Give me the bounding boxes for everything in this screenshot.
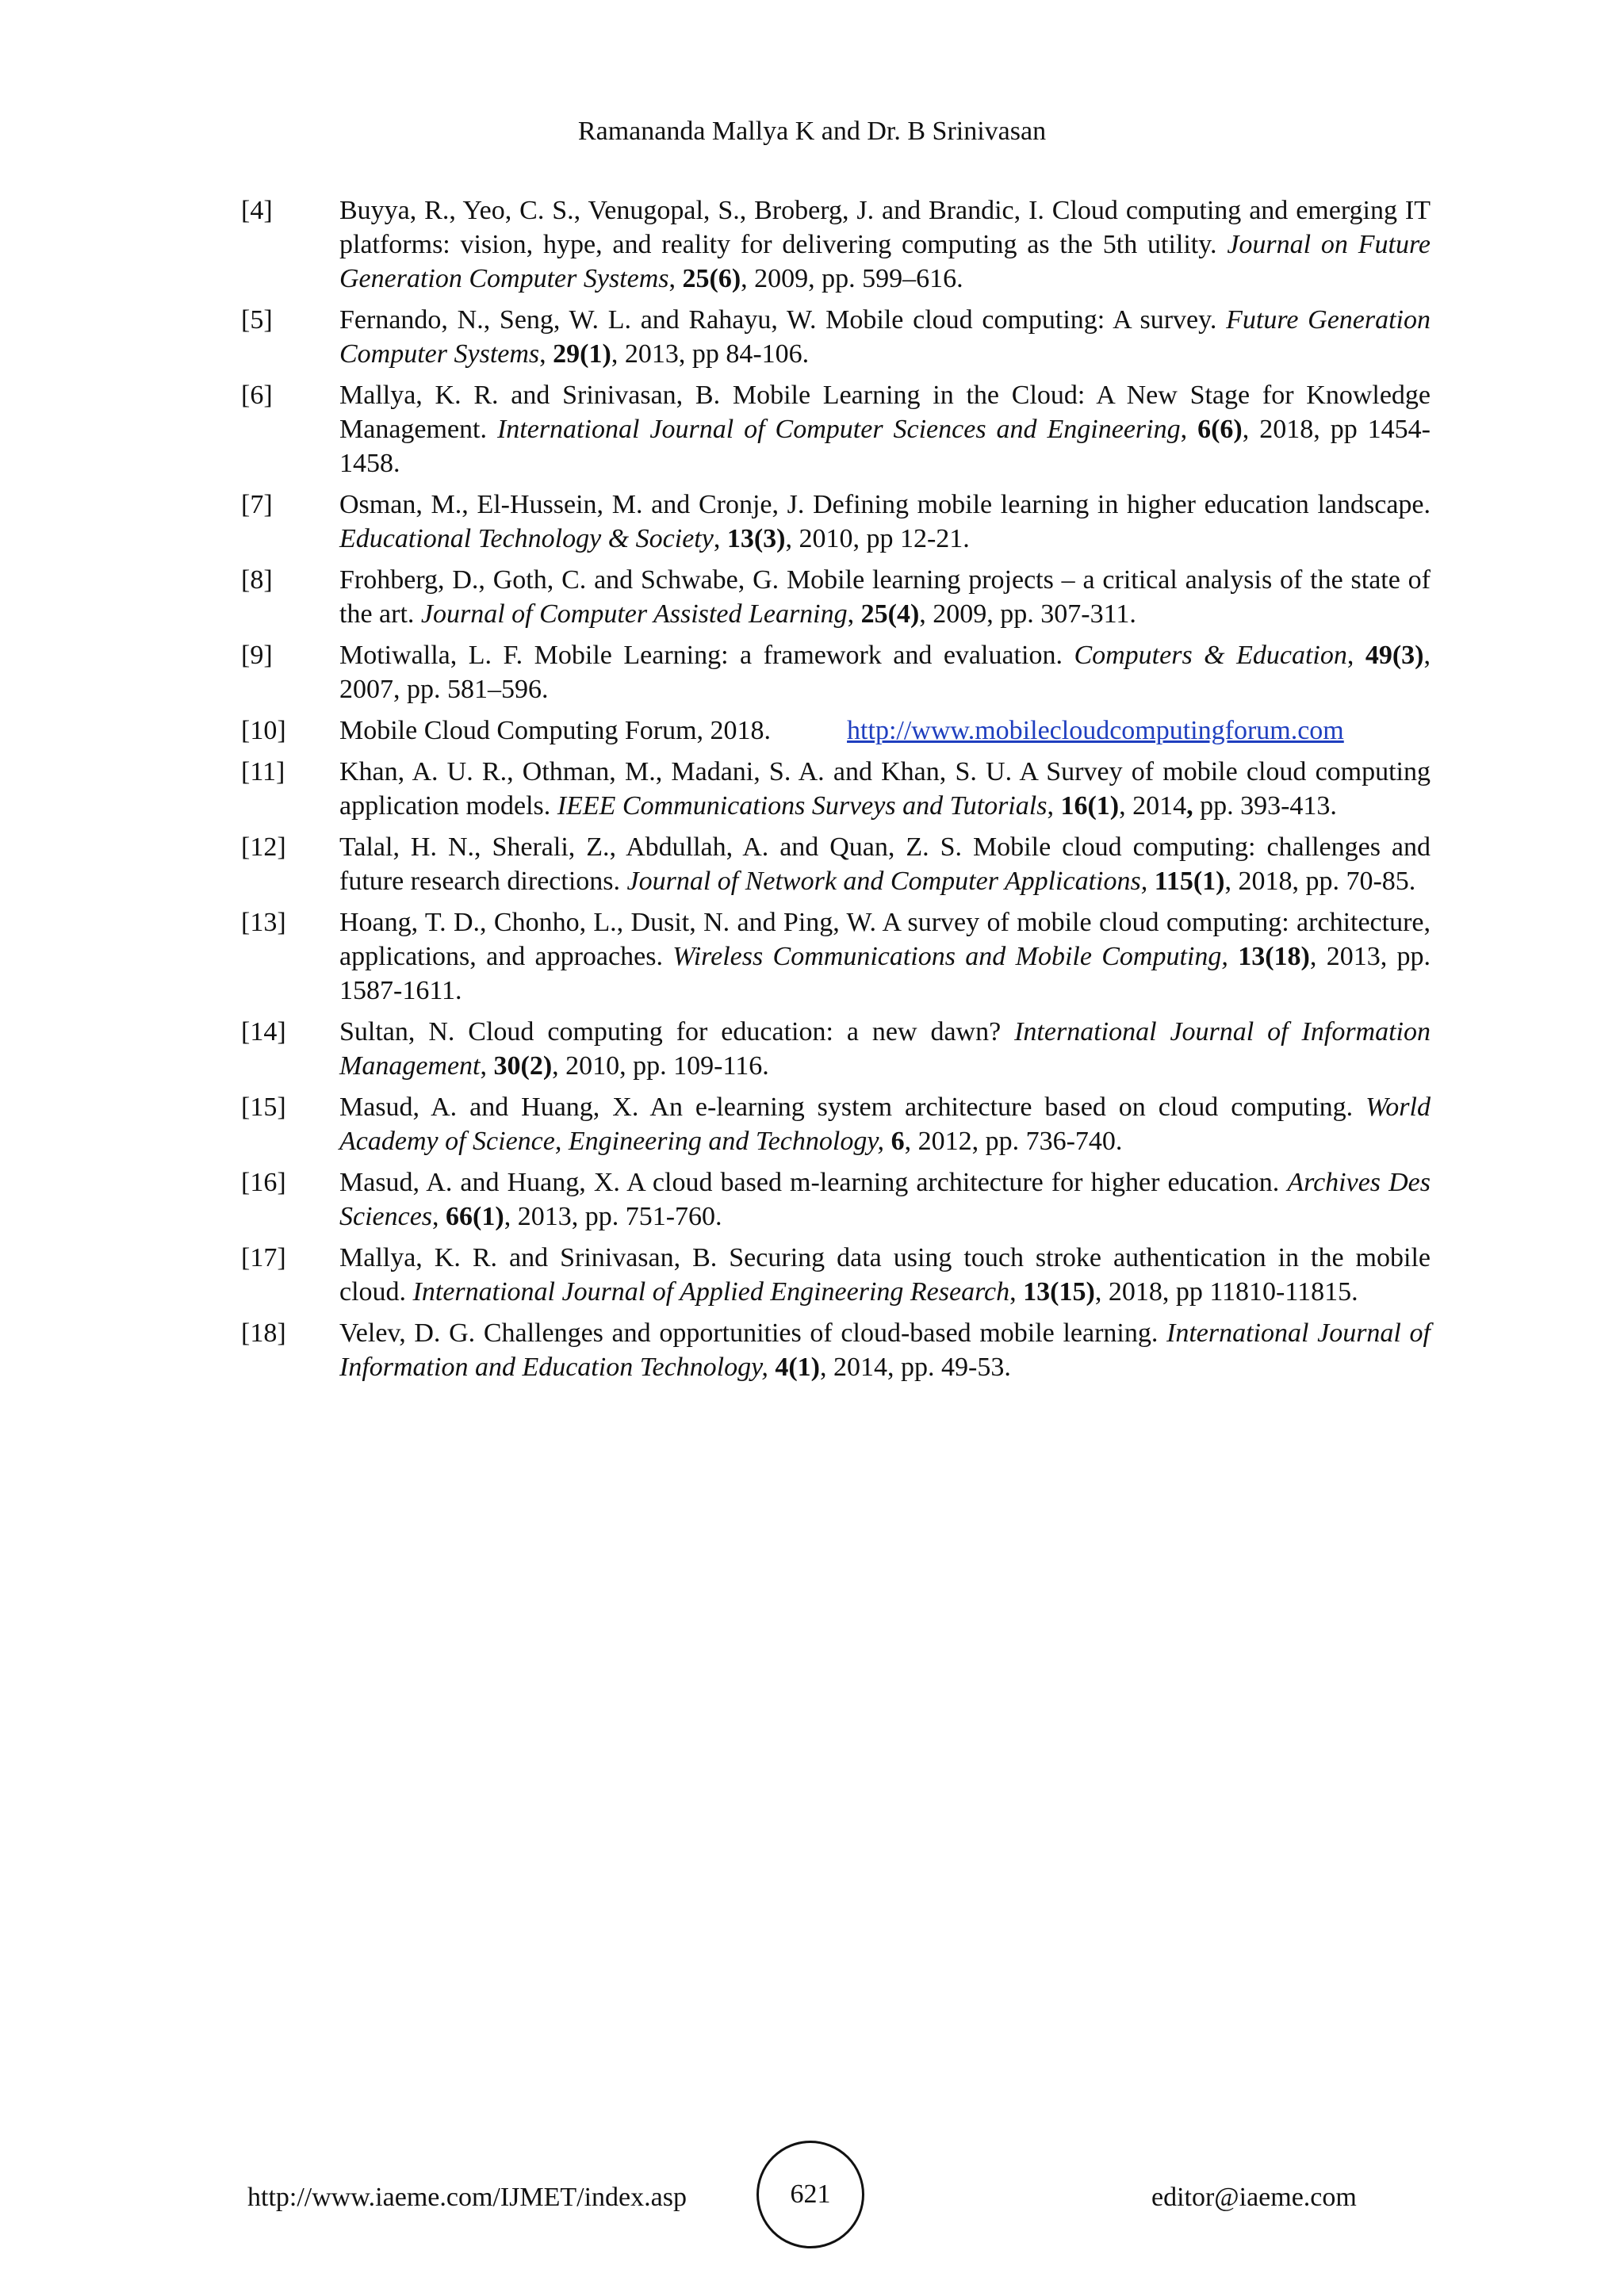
reference-text-segment bbox=[1147, 867, 1155, 896]
volume-issue: 25(4) bbox=[860, 599, 920, 629]
reference-number: [4] bbox=[241, 196, 273, 225]
reference-text-segment: , 2014 bbox=[1119, 791, 1187, 821]
reference-text bbox=[339, 563, 1431, 631]
reference-text-segment: Osman, M., El-Hussein, M. and Cronje, J. Defining mobile learning in higher education landscape. bbox=[339, 490, 1431, 519]
reference-text bbox=[339, 638, 1431, 706]
reference-number: [10] bbox=[241, 716, 286, 745]
volume-issue: 6(6) bbox=[1197, 415, 1243, 444]
reference-text bbox=[339, 1165, 1431, 1234]
volume-issue: 13(3) bbox=[726, 524, 786, 553]
reference-text-segment: , 2018, pp 11810-11815. bbox=[1094, 1277, 1358, 1307]
journal-title: Wireless Communications and Mobile Computing, bbox=[672, 942, 1228, 971]
reference-text bbox=[339, 1015, 1431, 1083]
volume-issue: 16(1) bbox=[1060, 791, 1120, 821]
reference-text-segment: , 2018, pp. 70-85. bbox=[1224, 867, 1416, 896]
reference-text-segment: , bbox=[1047, 791, 1061, 821]
reference-text-segment: Mallya, K. R. and Srinivasan, B. Securing data using touch stroke authentication in the mobile cloud. bbox=[339, 1243, 1431, 1307]
reference-text-segment: , 2010, pp. 109-116. bbox=[552, 1051, 769, 1081]
volume-issue: 66(1) bbox=[446, 1202, 504, 1231]
reference-text-segment bbox=[884, 1127, 891, 1156]
reference-link[interactable]: http://www.mobilecloudcomputingforum.com bbox=[847, 716, 1344, 745]
reference-text bbox=[339, 303, 1431, 371]
reference-text bbox=[339, 1316, 1431, 1384]
page-number: 621 bbox=[790, 2179, 831, 2209]
reference-text-segment: , bbox=[847, 599, 861, 629]
volume-issue: , bbox=[1186, 791, 1193, 821]
reference-number: [15] bbox=[241, 1093, 286, 1122]
reference-number: [11] bbox=[241, 757, 285, 786]
reference-text-segment: , 2018, pp 1454-1458. bbox=[339, 415, 1431, 478]
footer-url-link[interactable]: http://www.iaeme.com/IJMET/index.asp bbox=[247, 2183, 687, 2212]
reference-text bbox=[339, 1090, 1431, 1158]
reference-list bbox=[241, 193, 1431, 1391]
journal-title: Computers & Education bbox=[1074, 641, 1347, 670]
reference-text-segment: Talal, H. N., Sherali, Z., Abdullah, A. and Quan, Z. S. Mobile cloud computing: challenges and future research directions. bbox=[339, 832, 1431, 896]
reference-item bbox=[241, 905, 1431, 1008]
reference-item bbox=[241, 1090, 1431, 1158]
reference-item bbox=[241, 193, 1431, 296]
reference-number: [5] bbox=[241, 305, 273, 335]
journal-title: Journal of Network and Computer Applications, bbox=[626, 867, 1148, 896]
page-number-circle bbox=[756, 2141, 864, 2248]
reference-text-segment: , bbox=[1009, 1277, 1024, 1307]
reference-text-segment: , 2013, pp 84-106. bbox=[611, 339, 810, 369]
reference-text-segment: , 2009, pp. 307-311. bbox=[919, 599, 1136, 629]
reference-text-segment: , 2013, pp. 1587-1611. bbox=[339, 942, 1431, 1005]
reference-text-segment: Hoang, T. D., Chonho, L., Dusit, N. and Ping, W. A survey of mobile cloud computing: architecture, applications, and approaches. bbox=[339, 908, 1431, 971]
reference-number: [8] bbox=[241, 565, 273, 595]
reference-text bbox=[339, 755, 1431, 823]
reference-text bbox=[339, 488, 1431, 556]
volume-issue: 6 bbox=[891, 1127, 905, 1156]
volume-issue: 115(1) bbox=[1154, 867, 1225, 896]
journal-title: Journal of Computer Assisted Learning bbox=[420, 599, 848, 629]
reference-number: [9] bbox=[241, 641, 273, 670]
reference-item bbox=[241, 378, 1431, 480]
reference-text-segment: , 2010, pp 12-21. bbox=[785, 524, 970, 553]
journal-title: Journal on Future Generation Computer Systems bbox=[339, 230, 1431, 293]
reference-item bbox=[241, 714, 1431, 748]
reference-text-segment: , bbox=[713, 524, 727, 553]
volume-issue: 49(3) bbox=[1365, 641, 1424, 670]
reference-text-segment: , 2009, pp. 599–616. bbox=[741, 264, 963, 293]
reference-text-segment: Frohberg, D., Goth, C. and Schwabe, G. Mobile learning projects – a critical analysis of the state of the art. bbox=[339, 565, 1431, 629]
journal-title: Future Generation Computer Systems bbox=[339, 305, 1431, 369]
journal-title: Educational Technology & Society bbox=[339, 524, 714, 553]
reference-text-segment: Sultan, N. Cloud computing for education: a new dawn? bbox=[339, 1017, 1015, 1047]
reference-text-segment: Buyya, R., Yeo, C. S., Venugopal, S., Broberg, J. and Brandic, I. Cloud computing and emerging IT platforms: vision, hype, and reality for delivering computing as the 5th utility. bbox=[339, 196, 1431, 259]
reference-number: [16] bbox=[241, 1168, 286, 1197]
reference-item bbox=[241, 1241, 1431, 1309]
reference-text-segment: pp. 393-413. bbox=[1193, 791, 1337, 821]
volume-issue: 13(18) bbox=[1238, 942, 1310, 971]
reference-text bbox=[339, 1241, 1431, 1309]
reference-number: [18] bbox=[241, 1318, 286, 1348]
reference-text-segment: Mallya, K. R. and Srinivasan, B. Mobile Learning in the Cloud: A New Stage for Knowledge Management. bbox=[339, 381, 1431, 444]
reference-item bbox=[241, 1015, 1431, 1083]
reference-text-segment: Fernando, N., Seng, W. L. and Rahayu, W. Mobile cloud computing: A survey. bbox=[339, 305, 1227, 335]
reference-text-segment: Motiwalla, L. F. Mobile Learning: a framework and evaluation. bbox=[339, 641, 1074, 670]
reference-text-segment: , bbox=[1180, 415, 1198, 444]
reference-item bbox=[241, 488, 1431, 556]
reference-text bbox=[339, 714, 1431, 748]
footer-email-link[interactable]: editor@iaeme.com bbox=[1151, 2183, 1357, 2212]
volume-issue: 4(1) bbox=[775, 1353, 820, 1382]
reference-number: [14] bbox=[241, 1017, 286, 1047]
reference-item bbox=[241, 1316, 1431, 1384]
reference-item bbox=[241, 563, 1431, 631]
journal-title: International Journal of Information Management bbox=[339, 1017, 1431, 1081]
journal-title: International Journal of Information and Education Technology, bbox=[339, 1318, 1431, 1382]
reference-text-segment: , bbox=[539, 339, 553, 369]
reference-item bbox=[241, 1165, 1431, 1234]
reference-number: [13] bbox=[241, 908, 286, 937]
volume-issue: 25(6) bbox=[682, 264, 741, 293]
reference-text-segment: , 2014, pp. 49-53. bbox=[820, 1353, 1011, 1382]
reference-text-segment: , 2013, pp. 751-760. bbox=[504, 1202, 722, 1231]
reference-text bbox=[339, 830, 1431, 898]
reference-text bbox=[339, 905, 1431, 1008]
reference-text-segment bbox=[1228, 942, 1238, 971]
reference-text-segment: Masud, A. and Huang, X. An e-learning system architecture based on cloud computing. bbox=[339, 1093, 1366, 1122]
journal-title: International Journal of Applied Engineering Research bbox=[412, 1277, 1010, 1307]
volume-issue: 13(15) bbox=[1023, 1277, 1095, 1307]
reference-text-segment: , bbox=[432, 1202, 446, 1231]
reference-text-segment: Masud, A. and Huang, X. A cloud based m-learning architecture for higher education. bbox=[339, 1168, 1288, 1197]
reference-text bbox=[339, 193, 1431, 296]
reference-text-segment: , bbox=[480, 1051, 494, 1081]
reference-item bbox=[241, 830, 1431, 898]
reference-item bbox=[241, 303, 1431, 371]
reference-number: [17] bbox=[241, 1243, 286, 1272]
reference-text-segment: , 2007, pp. 581–596. bbox=[339, 641, 1431, 704]
running-header: Ramananda Mallya K and Dr. B Srinivasan bbox=[577, 117, 1047, 146]
reference-number: [12] bbox=[241, 832, 286, 862]
reference-text-segment: , bbox=[1346, 641, 1365, 670]
journal-title: World Academy of Science, Engineering and Technology, bbox=[339, 1093, 1431, 1156]
reference-text-segment: Velev, D. G. Challenges and opportunities of cloud-based mobile learning. bbox=[339, 1318, 1167, 1348]
reference-text-segment: , bbox=[668, 264, 683, 293]
journal-title: IEEE Communications Surveys and Tutorials bbox=[557, 791, 1048, 821]
reference-item bbox=[241, 638, 1431, 706]
volume-issue: 30(2) bbox=[493, 1051, 553, 1081]
reference-text bbox=[339, 378, 1431, 480]
page-footer bbox=[0, 2141, 1624, 2252]
reference-number: [7] bbox=[241, 490, 273, 519]
reference-text-segment: Khan, A. U. R., Othman, M., Madani, S. A. and Khan, S. U. A Survey of mobile cloud computing application models. bbox=[339, 757, 1431, 821]
volume-issue: 29(1) bbox=[553, 339, 611, 369]
reference-text-segment: , 2012, pp. 736-740. bbox=[904, 1127, 1123, 1156]
reference-item bbox=[241, 755, 1431, 823]
reference-text-segment: Mobile Cloud Computing Forum, 2018. bbox=[339, 716, 772, 745]
journal-title: International Journal of Computer Sciences and Engineering bbox=[496, 415, 1181, 444]
journal-title: Archives Des Sciences bbox=[339, 1168, 1431, 1231]
reference-number: [6] bbox=[241, 381, 273, 410]
